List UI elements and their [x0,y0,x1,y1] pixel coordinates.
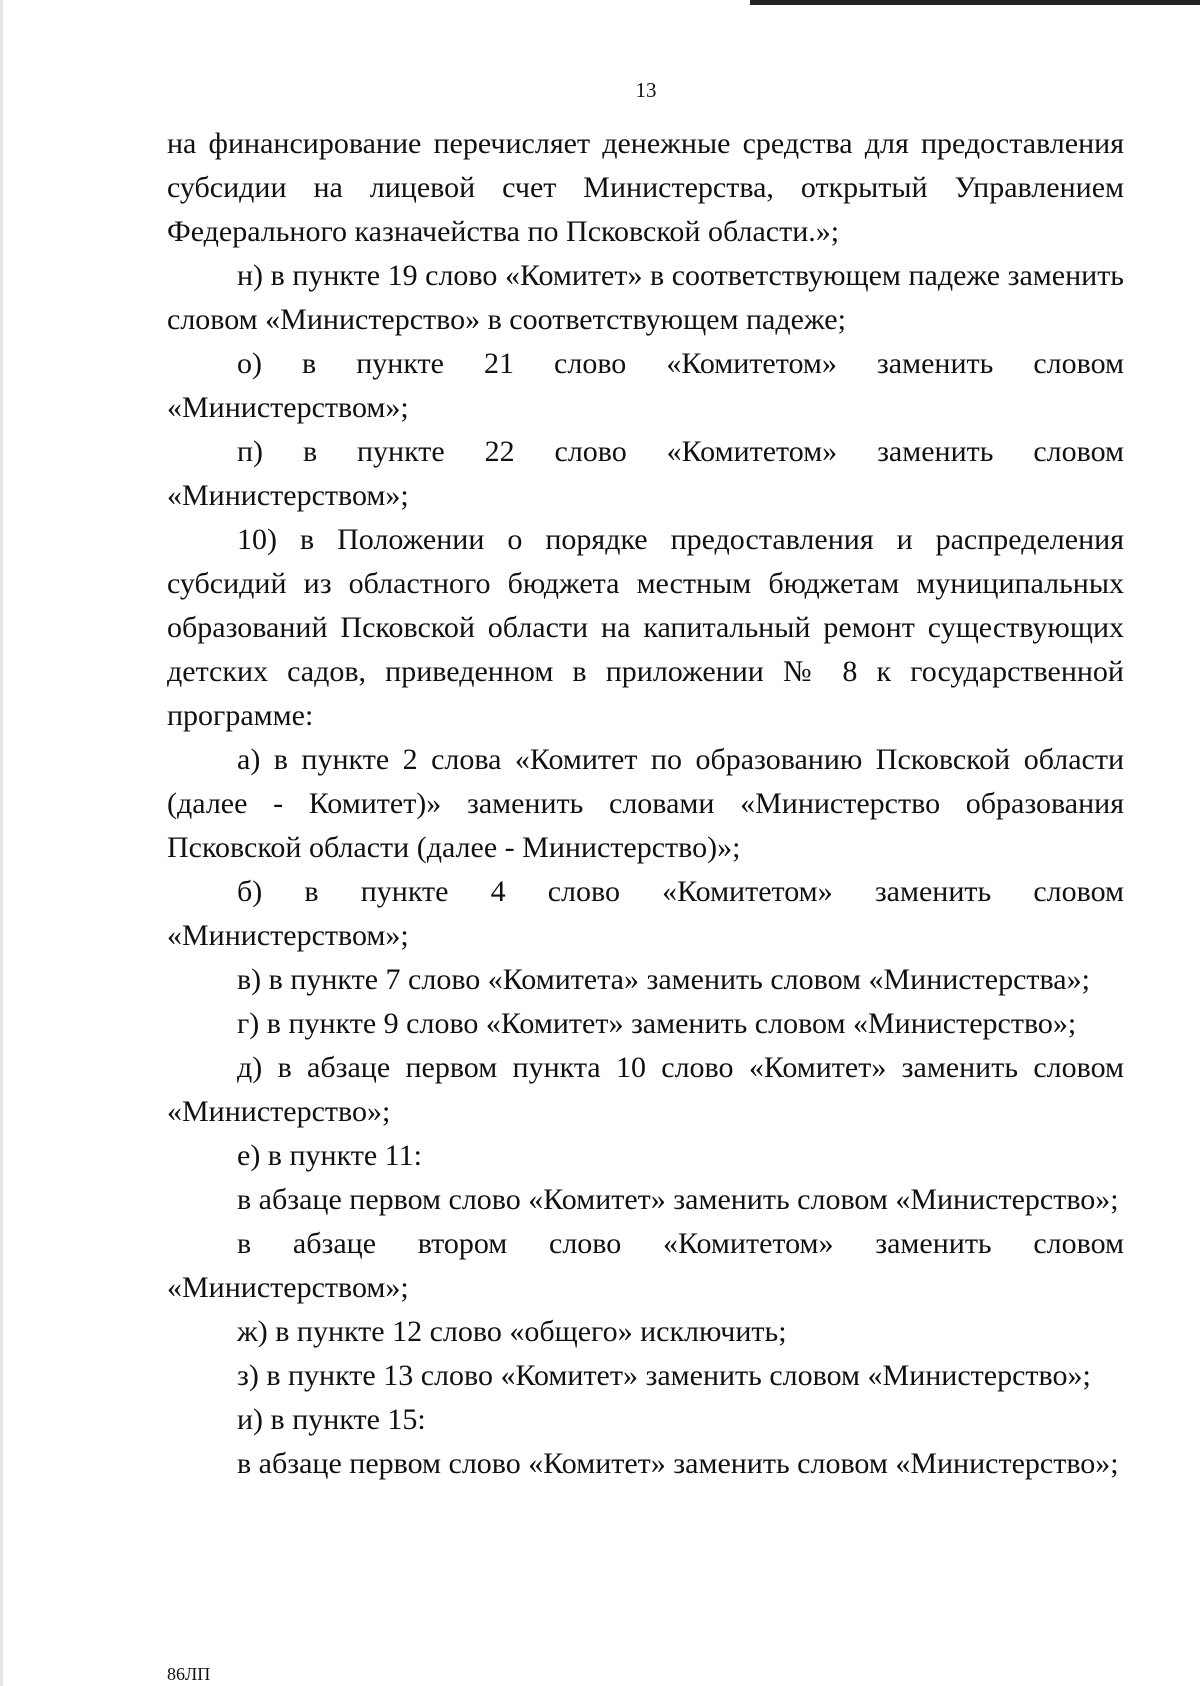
paragraph-item-e-sub-2: в абзаце втором слово «Комитетом» заменить словом «Министерством»; [167,1227,1124,1304]
paragraph-item-i: и) в пункте 15: [237,1403,426,1436]
paragraph-item-e: е) в пункте 11: [237,1139,422,1172]
paragraph-item-i-sub-1: в абзаце первом слово «Комитет» заменить словом «Министерство»; [237,1447,1119,1480]
paragraph-item-p: п) в пункте 22 слово «Комитетом» заменить словом «Министерством»; [167,435,1124,512]
paragraph-item-a: а) в пункте 2 слова «Комитет по образованию Псковской области (далее - Комитет)» заменить словами «Министерство образования Псковской области (далее - Министерство)»; [167,743,1124,864]
paragraph-continuation: на финансирование перечисляет денежные средства для предоставления субсидии на лицевой счет Министерства, открытый Управлением Федерального казначейства по Псковской области.»; [167,127,1124,248]
page-number: 13 [635,78,657,102]
paragraph-section-10: 10) в Положении о порядке предоставления и распределения субсидий из областного бюджета местным бюджетам муниципальных образований Псковской области на капитальный ремонт существующих детских садов, приведенном в приложении № 8 к государственной программе: [167,523,1124,732]
paragraph-item-g: г) в пункте 9 слово «Комитет» заменить словом «Министерство»; [237,1007,1077,1040]
paragraph-item-zh: ж) в пункте 12 слово «общего» исключить; [237,1315,787,1348]
paragraph-item-n: н) в пункте 19 слово «Комитет» в соответствующем падеже заменить словом «Министерство» в соответствующем падеже; [167,259,1124,336]
paragraph-item-o: о) в пункте 21 слово «Комитетом» заменить словом «Министерством»; [167,347,1124,424]
scan-top-line [750,0,1200,5]
paragraph-item-b: б) в пункте 4 слово «Комитетом» заменить словом «Министерством»; [167,875,1124,952]
paragraph-item-v: в) в пункте 7 слово «Комитета» заменить словом «Министерства»; [237,963,1090,996]
paragraph-item-d: д) в абзаце первом пункта 10 слово «Комитет» заменить словом «Министерство»; [167,1051,1124,1128]
document-code: 86ЛП [167,1664,211,1684]
paragraph-item-z: з) в пункте 13 слово «Комитет» заменить словом «Министерство»; [237,1359,1091,1392]
paragraph-item-e-sub-1: в абзаце первом слово «Комитет» заменить словом «Министерство»; [237,1183,1119,1216]
scan-edge [0,0,3,1686]
document-body [167,122,1124,1486]
